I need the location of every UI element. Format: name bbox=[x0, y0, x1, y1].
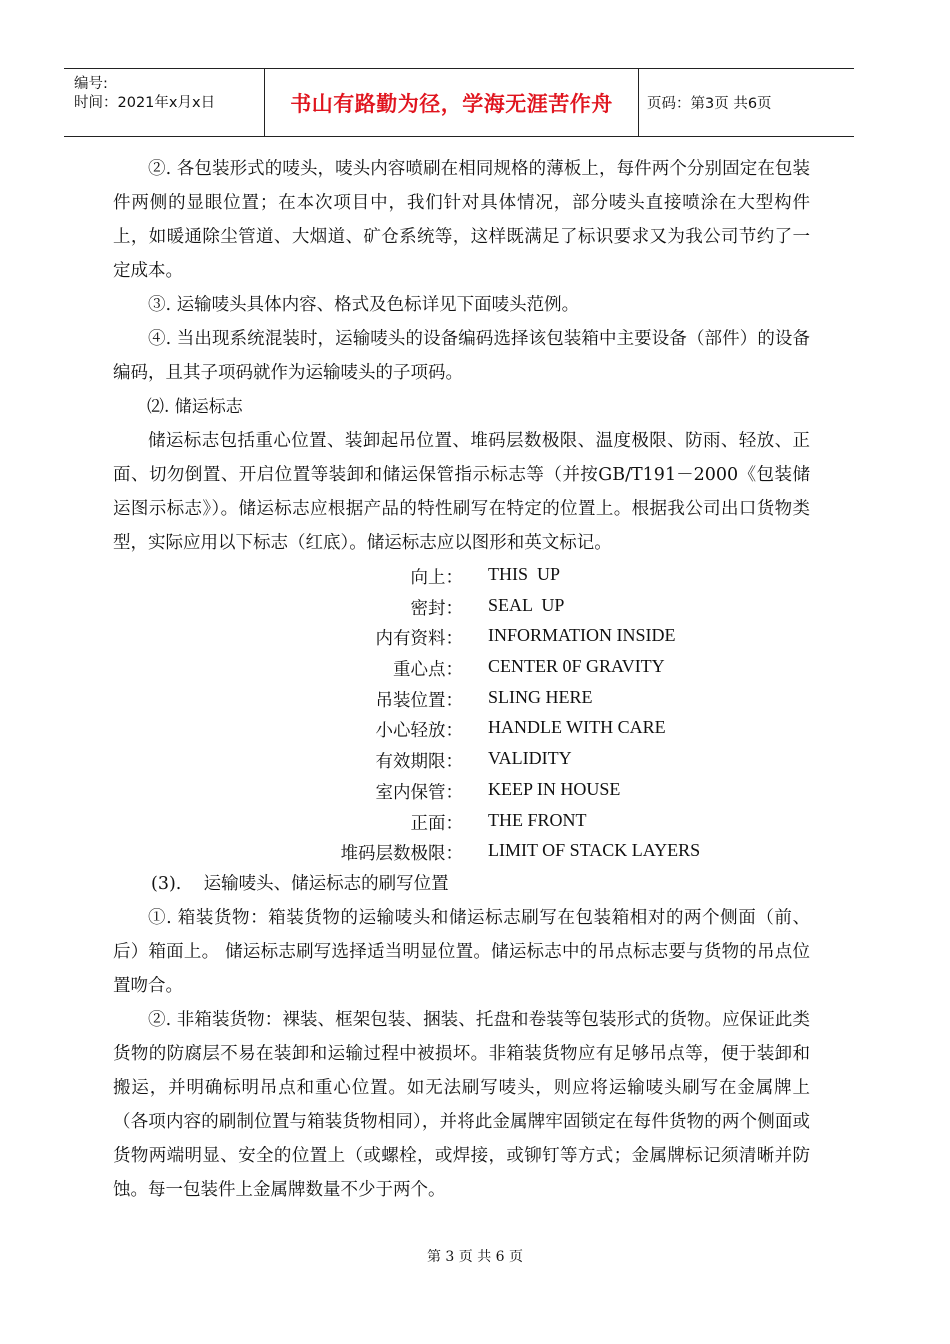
mark-english: HANDLE WITH CARE bbox=[488, 717, 666, 738]
mark-row bbox=[113, 836, 810, 867]
mark-chinese: 正面： bbox=[410, 813, 463, 834]
document-body bbox=[113, 152, 810, 1207]
mark-english: INFORMATION INSIDE bbox=[488, 625, 676, 646]
mark-row bbox=[113, 621, 810, 652]
paragraph-storage-marks: 储运标志包括重心位置、装卸起吊位置、堆码层数极限、温度极限、防雨、轻放、正面、切勿倒置、开启位置等装卸和储运保管指示标志等（并按GB/T191－2000《包装储运图示标志》）。储运标志应根据产品的特性刷写在特定的位置上。根据我公司出口货物类型，实际应用以下标志（红底）。储运标志应以图形和英文标记。 bbox=[113, 431, 810, 553]
document-time: 时间：2021年x月x日 bbox=[74, 95, 216, 111]
mark-english: LIMIT OF STACK LAYERS bbox=[488, 840, 701, 861]
mark-chinese: 有效期限： bbox=[375, 752, 463, 773]
document-number-label: 编号: bbox=[74, 76, 108, 92]
paragraph-mixed-system: ④. 当出现系统混装时，运输唛头的设备编码选择该包装箱中主要设备（部件）的设备编码，且其子项码就作为运输唛头的子项码。 bbox=[113, 329, 810, 383]
mark-chinese: 重心点： bbox=[393, 660, 463, 681]
paragraph-unboxed-cargo: ②. 非箱装货物：裸装、框架包装、捆装、托盘和卷装等包装形式的货物。应保证此类货物的防腐层不易在装卸和运输过程中被损坏。非箱装货物应有足够吊点等，便于装卸和搬运，并明确标明吊点和重心位置。如无法刷写唛头，则应将运输唛头刷写在金属牌上（各项内容的刷制位置与箱装货物相同），并将此金属牌牢固锁定在每件货物的两个侧面或货物两端明显、安全的位置上（或螺栓，或焊接，或铆钉等方式；金属牌标记须清晰并防蚀。每一包装件上金属牌数量不少于两个。 bbox=[113, 1009, 810, 1200]
paragraph-boxed-cargo: ①. 箱装货物：箱装货物的运输唛头和储运标志刷写在包装箱相对的两个侧面（前、后）箱面上。 储运标志刷写选择适当明显位置。储运标志中的吊点标志要与货物的吊点位置吻合。 bbox=[113, 907, 810, 996]
header-page-cell bbox=[639, 69, 854, 136]
mark-english: THE FRONT bbox=[488, 809, 587, 830]
mark-english: THIS UP bbox=[488, 564, 561, 584]
mark-chinese: 小心轻放： bbox=[375, 721, 463, 742]
section-heading-storage-marks: ⑵. 储运标志 bbox=[147, 397, 243, 417]
paragraph-marking-format: ③. 运输唛头具体内容、格式及色标详见下面唛头范例。 bbox=[148, 295, 580, 315]
mark-chinese: 内有资料： bbox=[375, 629, 463, 650]
header-page-info: 页码：第3页 共6页 bbox=[647, 96, 772, 112]
mark-row bbox=[113, 652, 810, 683]
paragraph-marking-placement: ②. 各包装形式的唛头，唛头内容喷刷在相同规格的薄板上，每件两个分别固定在包装件两侧的显眼位置；在本次项目中，我们针对具体情况，部分唛头直接喷涂在大型构件上，如暖通除尘管道、大烟道、矿仓系统等，这样既满足了标识要求又为我公司节约了一定成本。 bbox=[113, 159, 810, 281]
mark-chinese: 吊装位置： bbox=[375, 690, 463, 711]
mark-chinese: 密封： bbox=[410, 598, 463, 619]
mark-row bbox=[113, 713, 810, 744]
mark-row bbox=[113, 775, 810, 806]
mark-english: SEAL UP bbox=[488, 594, 565, 615]
mark-english: CENTER 0F GRAVITY bbox=[488, 656, 665, 677]
mark-english: KEEP IN HOUSE bbox=[488, 778, 621, 799]
header-meta bbox=[64, 69, 264, 136]
mark-chinese: 向上： bbox=[410, 568, 463, 588]
mark-row bbox=[113, 591, 810, 622]
section-heading-marking-position: (3). 运输唛头、储运标志的刷写位置 bbox=[151, 873, 449, 894]
header-motto: 书山有路勤为径，学海无涯苦作舟 bbox=[290, 91, 613, 116]
page-header bbox=[64, 68, 854, 137]
mark-row bbox=[113, 560, 810, 591]
header-motto-cell bbox=[264, 69, 639, 136]
mark-english: VALIDITY bbox=[488, 748, 572, 769]
page-footer: 第 3 页 共 6 页 bbox=[426, 1249, 524, 1265]
mark-chinese: 堆码层数极限： bbox=[340, 844, 463, 865]
mark-row bbox=[113, 744, 810, 775]
mark-row bbox=[113, 683, 810, 714]
storage-marks-list bbox=[113, 560, 810, 867]
mark-row bbox=[113, 806, 810, 837]
mark-english: SLING HERE bbox=[488, 686, 593, 707]
mark-chinese: 室内保管： bbox=[375, 782, 463, 803]
